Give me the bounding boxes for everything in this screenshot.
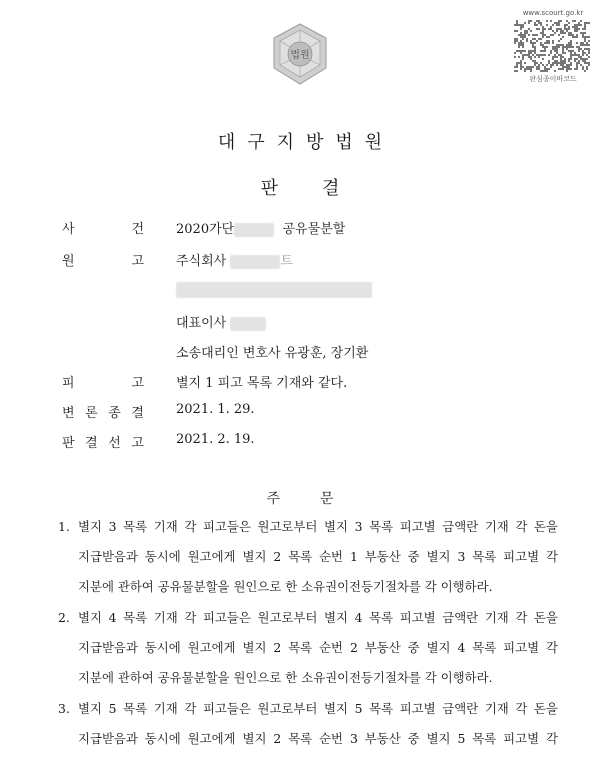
- plaintiff-company-prefix: 주식회사: [176, 254, 227, 269]
- qr-url: www.scourt.go.kr: [522, 9, 584, 17]
- redacted-representative: [230, 317, 266, 331]
- redacted-address: [176, 282, 372, 298]
- case-label: 사 건: [62, 222, 144, 237]
- sentence-label: 판 결 선 고: [62, 436, 144, 451]
- case-number: 2020가단: [176, 222, 235, 237]
- plaintiff-value: [176, 250, 293, 269]
- qr-code-icon: [514, 20, 590, 72]
- court-seal-icon: [268, 22, 332, 86]
- legal-agent: 소송대리인 변호사 유광훈, 장기환: [176, 346, 369, 361]
- order-item: 1. 별지 3 목록 기재 각 피고들은 원고로부터 별지 3 목록 피고별 금액란 기재 각 돈을 지급받음과 동시에 원고에게 별지 2 목록 순번 1 부동산 중 별지 3 목록 피고별 각 지분에 관하여 공유물분할을 원인으로 한 소유권이전등기절차를 각 이행하라.: [58, 519, 558, 594]
- sentence-date: 2021. 2. 19.: [176, 432, 255, 447]
- representative-line: [176, 312, 266, 331]
- court-name: 대구지방법원: [217, 132, 395, 153]
- plaintiff-company-suffix: 트: [280, 254, 293, 269]
- document-title: 판결: [260, 178, 384, 199]
- closing-label: 변 론 종 결: [62, 406, 144, 421]
- redacted-case-number: [234, 223, 274, 237]
- redacted-company-name: [230, 255, 280, 269]
- case-value: [176, 218, 345, 237]
- order-item: 3. 별지 5 목록 기재 각 피고들은 원고로부터 별지 5 목록 피고별 금액란 기재 각 돈을 지급받음과 동시에 원고에게 별지 2 목록 순번 3 부동산 중 별지 5 목록 피고별 각: [58, 701, 558, 746]
- plaintiff-label: 원 고: [62, 254, 144, 269]
- closing-date: 2021. 1. 29.: [176, 402, 255, 417]
- order-heading: 주문: [266, 491, 374, 507]
- order-item: 2. 별지 4 목록 기재 각 피고들은 원고로부터 별지 4 목록 피고별 금액란 기재 각 돈을 지급받음과 동시에 원고에게 별지 2 목록 순번 2 부동산 중 별지 4 목록 피고별 각 지분에 관하여 공유물분할을 원인으로 한 소유권이전등기절차를 각 이행하라.: [58, 610, 558, 685]
- defendant-label: 피 고: [62, 376, 144, 391]
- representative-title: 대표이사: [176, 316, 227, 331]
- seal-text: 법원: [290, 50, 310, 61]
- case-name: 공유물분할: [282, 222, 346, 237]
- qr-caption: 판심종이바코드: [529, 75, 577, 83]
- defendant-value: 별지 1 피고 목록 기재와 같다.: [176, 376, 348, 391]
